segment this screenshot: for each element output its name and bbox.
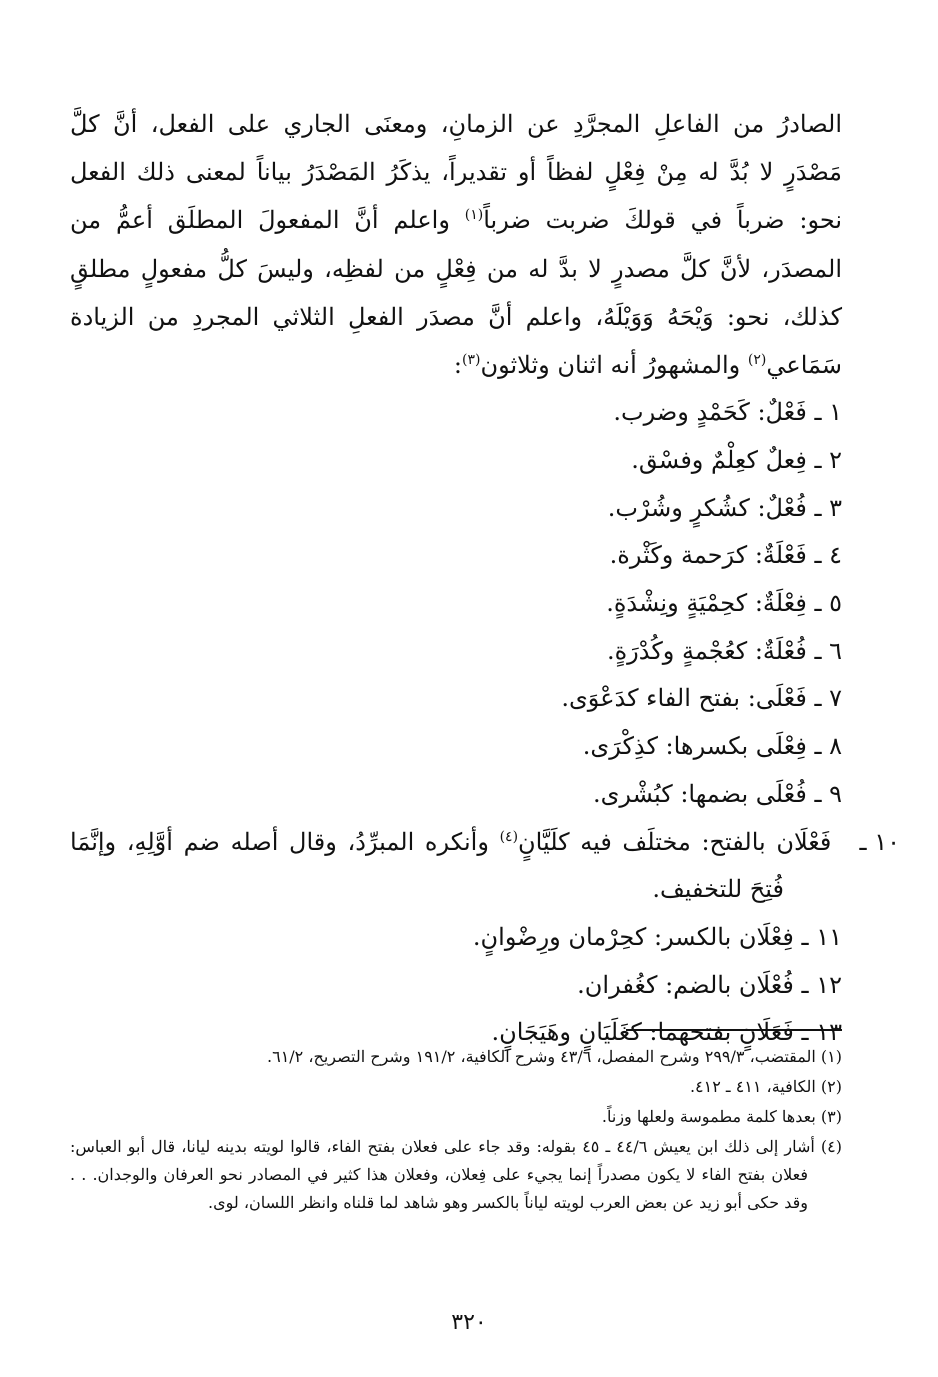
list-item-text: فَعْلَى: بفتح الفاء كدَعْوَى. xyxy=(561,684,807,713)
footnote-text: أشار إلى ذلك ابن يعيش ٤٤/٦ ـ ٤٥ بقوله: وقد جاء على فعلان بفتح الفاء، قالوا لويته بدينه ليانا، قال أبو العباس: فعلان بفتح الفاء لا يكون مصدراً إنما يجيء على فِعلان، وفعلان هذا كثير في المصادر نحو العرفان والوجدان. . . وقد حكى أبو زيد عن بعض العرب لويته لياناً بالكسر وهو شاهد لما قلناه وانظر اللسان، لوى. xyxy=(70,1137,815,1212)
list-item-text: فَعْلٌ: كَحَمْدٍ وضرب. xyxy=(613,398,807,427)
footnote-item xyxy=(70,1073,842,1101)
list-item-text: فُعْلَةٌ: كعُجْمةٍ وكُدْرَةٍ. xyxy=(606,636,807,665)
list-item-number: ١٢ ـ xyxy=(801,970,842,999)
footnote-separator xyxy=(626,1029,842,1031)
list-item-text: فِعْلَةٌ: كحِمْيَةٍ ونِشْدَةٍ. xyxy=(606,589,807,618)
list-item-text: فُعْلٌ: كشُكرٍ وشُرْب. xyxy=(607,493,807,522)
footnote-number: (٣) xyxy=(820,1107,842,1126)
paragraph-text-2: واعلم أنَّ المفعولَ المطلَق أعمُّ من المصدَر، لأنَّ كلَّ مصدرٍ لا بدَّ له من فِعْلٍ من لفظِه، وليسَ كلُّ مفعولٍ مطلقٍ كذلك، نحو: وَيْحَهُ وَوَيْلَهُ، واعلم أنَّ مصدَر الفعلِ الثلاثي المجردِ من الزيادة سَمَاعي xyxy=(70,206,842,380)
paragraph-text-4: : xyxy=(453,351,462,380)
list-item-text-continued: وأنكره المبرِّدُ، وقال أصله ضم أوَّلِهِ، وإنَّمَا فُتِحَ للتخفيف. xyxy=(70,827,784,904)
paragraph-text-3: والمشهورُ أنه اثنان وثلاثون xyxy=(480,351,748,380)
list-item xyxy=(70,914,842,962)
list-item-number: ٨ ـ xyxy=(814,732,842,761)
footnote-text: الكافية، ٤١١ ـ ٤١٢. xyxy=(689,1077,816,1096)
list-item-text: فُعْلَان بالضم: كغُفران. xyxy=(577,970,794,999)
list-item-text: فِعْلَان بالكسر: كحِرْمان ورِضْوانٍ. xyxy=(472,922,794,951)
footnotes xyxy=(70,1043,842,1219)
page-number: ٣٢٠ xyxy=(451,1310,487,1335)
list-item xyxy=(70,628,842,676)
list-item xyxy=(70,485,842,533)
list-item xyxy=(70,580,842,628)
list-item xyxy=(70,962,842,1010)
pattern-list xyxy=(70,389,900,1057)
footnote-text: المقتضب، ٢٩٩/٣ وشرح المفصل، ٤٣/٦ وشرح الكافية، ١٩١/٢ وشرح التصريح، ٦١/٢. xyxy=(267,1047,816,1066)
list-item-number: ١٣ ـ xyxy=(801,1018,842,1047)
footnote-number: (٤) xyxy=(820,1137,843,1156)
list-item-text: فِعلٌ كعِلْمٌ وفسْق. xyxy=(631,445,807,474)
list-item xyxy=(70,532,842,580)
footnote-ref-3: (٣) xyxy=(461,352,481,369)
list-item xyxy=(70,437,842,485)
body-paragraph xyxy=(70,100,842,389)
footnote-item xyxy=(70,1043,842,1071)
footnote-ref-4: (٤) xyxy=(499,828,519,845)
list-item-text: فَعْلَان بالفتح: مختلَف فيه كلَيَّانٍ xyxy=(518,827,832,856)
footnote-text: بعدها كلمة مطموسة ولعلها وزناً. xyxy=(601,1107,816,1126)
list-item-text: فُعْلَى بضمها: كبُشْرى. xyxy=(592,779,807,808)
list-item-number: ١ ـ xyxy=(814,398,842,427)
list-item xyxy=(70,723,842,771)
main-text xyxy=(70,100,900,1057)
list-item-text: فَعْلَةٌ: كرَحمة وكَثْرة. xyxy=(609,541,807,570)
list-item-number: ٢ ـ xyxy=(814,445,842,474)
list-item-number: ٥ ـ xyxy=(814,589,842,618)
footnote-item xyxy=(70,1103,842,1131)
footnote-ref-2: (٢) xyxy=(747,352,767,369)
list-item xyxy=(70,675,842,723)
list-item-number: ٩ ـ xyxy=(814,779,842,808)
list-item-text: فَعَلَانٍ بفتحهما: كغَلَيَانٍ وهَيَجَانٍ. xyxy=(491,1018,794,1047)
list-item xyxy=(70,389,842,437)
paragraph-text-1: الصادرُ من الفاعلِ المجرَّدِ عن الزمانِ، ومعنَى الجاري على الفعل، أنَّ كلَّ مَصْدَرٍ لا بُدَّ له مِنْ فِعْلٍ لفظاً أو تقديراً، يذكَرُ المَصْدَرُ بياناً لمعنى ذلك الفعل نحو: ضرباً في قولكَ ضربت ضرباً xyxy=(70,110,843,235)
footnote-ref-1: (١) xyxy=(464,207,484,224)
list-item-number: ٤ ـ xyxy=(814,541,842,570)
footnote-item xyxy=(70,1133,842,1217)
footnote-number: (١) xyxy=(820,1047,842,1066)
list-item: ١٠ ـ فَعْلَان بالفتح: مختلَف فيه كلَيَّانٍ$^{(٤)}$ وأنكره المبرِّدُ، وقال أصله ضم أوَّلِهِ، وإنَّمَا فُتِحَ للتخفيف. xyxy=(70,827,900,904)
list-item-number: ٧ ـ xyxy=(814,684,842,713)
list-item-number: ٦ ـ xyxy=(814,636,842,665)
list-item xyxy=(70,771,842,819)
list-item-text: فِعْلَى بكسرها: كذِكْرَى. xyxy=(582,732,807,761)
footnote-number: (٢) xyxy=(820,1077,842,1096)
list-item-number: ٣ ـ xyxy=(814,493,842,522)
list-item-number: ١١ ـ xyxy=(801,922,842,951)
